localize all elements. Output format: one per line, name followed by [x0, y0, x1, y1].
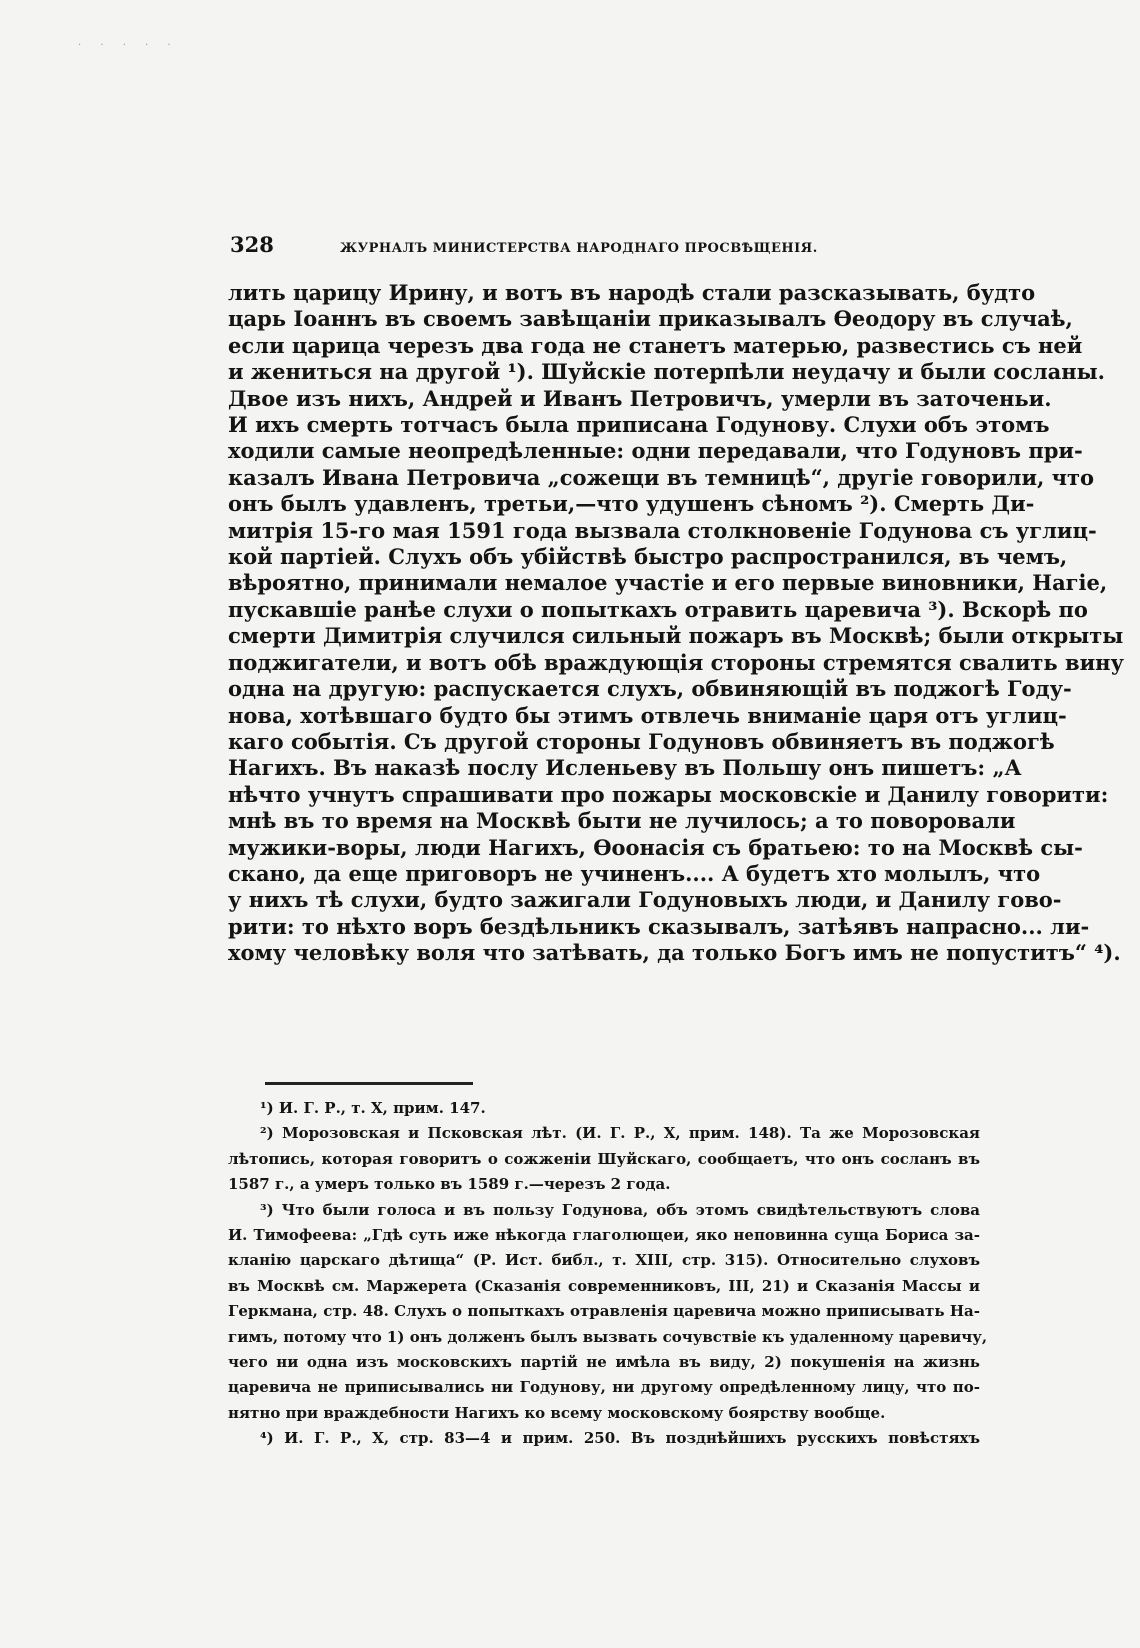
footnote-line: 1587 г., а умеръ только въ 1589 г.—черезъ 2 года. — [228, 1175, 671, 1194]
text-line: одна на другую: распускается слухъ, обвиняющій въ поджогѣ Году- — [228, 676, 1072, 702]
text-line: лить царицу Ирину, и вотъ въ народѣ стали разсказывать, будто — [228, 280, 1036, 305]
text-line: каго событія. Съ другой стороны Годуновъ обвиняетъ въ поджогѣ — [228, 728, 1055, 754]
text-line: поджигатели, и вотъ обѣ враждующія стороны стремятся свалить вину — [228, 649, 1124, 675]
text-line: и жениться на другой ¹). Шуйскіе потерпѣли неудачу и были сосланы. — [228, 359, 1105, 385]
text-line: если царица черезъ два года не станетъ матерью, развестись съ ней — [228, 332, 1083, 358]
text-line: онъ былъ удавленъ, третьи,—что удушенъ сѣномъ ²). Смерть Ди- — [228, 491, 1035, 517]
text-line: казалъ Ивана Петровича „сожещи въ темницѣ“, другіе говорили, что — [228, 464, 1095, 490]
text-line: кой партіей. Слухъ объ убійствѣ быстро распространился, въ чемъ, — [228, 544, 1068, 570]
footnote-line: ²) Морозовская и Псковская лѣт. (И. Г. Р., X, прим. 148). Та же Морозовская — [260, 1124, 980, 1143]
scan-artifact: · · · · · — [78, 40, 179, 51]
main-text — [228, 280, 1124, 967]
text-line: смерти Димитрія случился сильный пожаръ въ Москвѣ; были открыты — [228, 623, 1124, 649]
text-line: мужики-воры, люди Нагихъ, Ѳоонасія съ братьею: то на Москвѣ сы- — [228, 834, 1083, 860]
footnote-line: И. Тимофеева: „Гдѣ суть иже нѣкогда глаголющеи, яко неповинна суща Бориса за- — [228, 1226, 980, 1245]
text-line: скано, да еще приговоръ не учиненъ.... А будетъ хто молылъ, что — [228, 860, 1041, 886]
text-line: Нагихъ. Въ наказѣ послу Исленьеву въ Польшу онъ пишетъ: „А — [228, 755, 1022, 781]
text-line: пускавшіе ранѣе слухи о попыткахъ отравить царевича ³). Вскорѣ по — [228, 596, 1088, 622]
footnote-line: въ Москвѣ см. Маржерета (Сказанія современниковъ, III, 21) и Сказанія Массы и — [228, 1276, 980, 1295]
footnote-line: царевича не приписывались ни Годунову, ни другому опредѣленному лицу, что по- — [228, 1378, 980, 1397]
text-line: ходили самые неопредѣленные: одни передавали, что Годуновъ при- — [228, 438, 1083, 464]
text-line: мнѣ въ то время на Москвѣ быти не лучилось; а то поворовали — [228, 808, 1016, 834]
footnote-line: гимъ, потому что 1) онъ долженъ былъ вызвать сочувствіе къ удаленному царевичу, — [228, 1327, 988, 1346]
text-line: хому человѣку воля что затѣвать, да только Богъ имъ не попуститъ“ ⁴). — [228, 940, 1121, 966]
text-line: вѣроятно, принимали немалое участіе и его первые виновники, Нагіе, — [228, 570, 1108, 596]
text-line: нова, хотѣвшаго будто бы этимъ отвлечь вниманіе царя отъ углиц- — [228, 702, 1067, 728]
text-line: И ихъ смерть тотчасъ была приписана Годунову. Слухи объ этомъ — [228, 412, 1050, 438]
footnote-line: чего ни одна изъ московскихъ партій не имѣла въ виду, 2) покушенія на жизнь — [228, 1353, 980, 1372]
footnote-line: лѣтопись, которая говоритъ о сожженіи Шуйскаго, сообщаетъ, что онъ сосланъ въ — [228, 1149, 980, 1168]
footnote-divider — [265, 1082, 473, 1085]
page-number: 328 — [230, 232, 274, 257]
page-header — [230, 232, 870, 257]
footnote-line: нятно при враждебности Нагихъ ко всему московскому боярству вообще. — [228, 1403, 886, 1422]
running-head: ЖУРНАЛЪ МИНИСТЕРСТВА НАРОДНАГО ПРОСВѢЩЕНІЯ. — [340, 241, 818, 256]
footnote-line: кланію царскаго дѣтища“ (Р. Ист. библ., т. XIII, стр. 315). Относительно слуховъ — [228, 1251, 980, 1270]
footnotes — [228, 1096, 988, 1452]
text-line: рити: то нѣхто воръ бездѣльникъ сказывалъ, затѣявъ напрасно... ли- — [228, 913, 1090, 939]
text-line: у нихъ тѣ слухи, будто зажигали Годуновыхъ люди, и Данилу гово- — [228, 887, 1062, 913]
footnote-line: ¹) И. Г. Р., т. X, прим. 147. — [260, 1099, 486, 1117]
text-line: царь Іоаннъ въ своемъ завѣщаніи приказывалъ Ѳеодору въ случаѣ, — [228, 306, 1073, 332]
text-line: Двое изъ нихъ, Андрей и Иванъ Петровичъ, умерли въ заточеньи. — [228, 385, 1052, 411]
footnote-line: ⁴) И. Г. Р., X, стр. 83—4 и прим. 250. Въ позднѣйшихъ русскихъ повѣстяхъ — [260, 1429, 980, 1448]
footnote-line: Геркмана, стр. 48. Слухъ о попыткахъ отравленія царевича можно приписывать На- — [228, 1302, 980, 1321]
text-line: митрія 15-го мая 1591 года вызвала столкновеніе Годунова съ углиц- — [228, 517, 1097, 543]
footnote-line: ³) Что были голоса и въ пользу Годунова, объ этомъ свидѣтельствуютъ слова — [260, 1200, 980, 1219]
text-line: нѣчто учнутъ спрашивати про пожары московскіе и Данилу говорити: — [228, 781, 1109, 807]
